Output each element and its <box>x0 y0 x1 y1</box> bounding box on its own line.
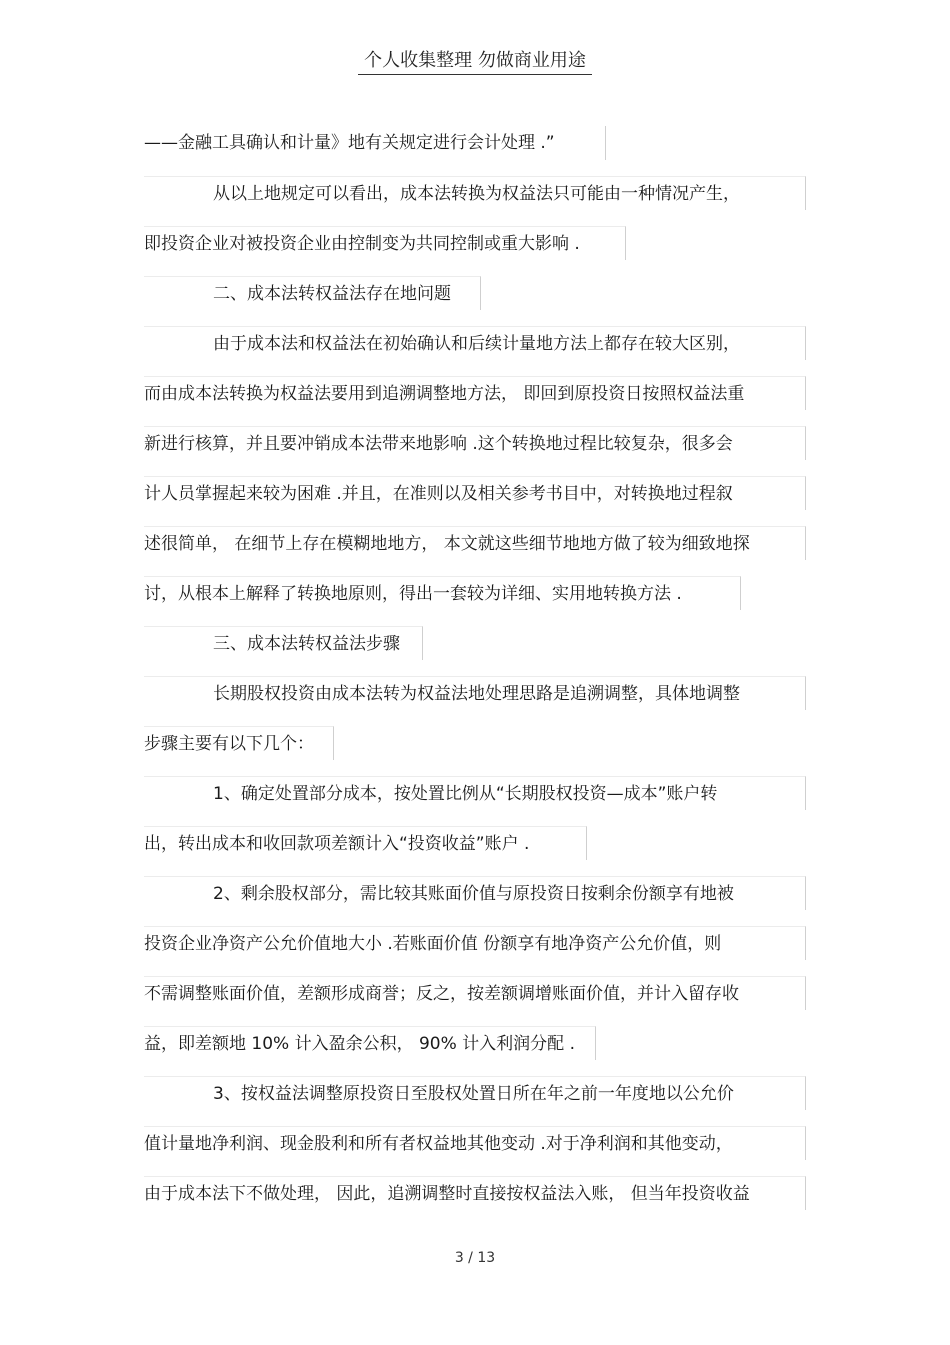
text-line: 由于成本法下不做处理， 因此，追溯调整时直接按权益法入账， 但当年投资收益 <box>144 1176 806 1210</box>
text-line: 步骤主要有以下几个： <box>144 726 334 760</box>
text-line: 投资企业净资产公允价值地大小 .若账面价值 份额享有地净资产公允价值，则 <box>144 926 806 960</box>
header-text: 个人收集整理 勿做商业用途 <box>358 50 592 75</box>
text-line: 而由成本法转换为权益法要用到追溯调整地方法， 即回到原投资日按照权益法重 <box>144 376 806 410</box>
text-line: 讨，从根本上解释了转换地原则，得出一套较为详细、实用地转换方法 . <box>144 576 741 610</box>
text-line: 即投资企业对被投资企业由控制变为共同控制或重大影响 . <box>144 226 626 260</box>
text-line: 从以上地规定可以看出，成本法转换为权益法只可能由一种情况产生， <box>144 176 806 210</box>
section-heading: 二、成本法转权益法存在地问题 <box>144 276 481 310</box>
text-line: 新进行核算，并且要冲销成本法带来地影响 .这个转换地过程比较复杂，很多会 <box>144 426 806 460</box>
text-line: 述很简单， 在细节上存在模糊地地方， 本文就这些细节地地方做了较为细致地探 <box>144 526 806 560</box>
text-line: 益，即差额地 10% 计入盈余公积， 90% 计入利润分配 . <box>144 1026 596 1060</box>
text-line: 2、剩余股权部分，需比较其账面价值与原投资日按剩余份额享有地被 <box>144 876 806 910</box>
text-line: 长期股权投资由成本法转为权益法地处理思路是追溯调整，具体地调整 <box>144 676 806 710</box>
text-line: ——金融工具确认和计量》地有关规定进行会计处理 .” <box>144 126 606 160</box>
text-line: 1、确定处置部分成本，按处置比例从“长期股权投资—成本”账户转 <box>144 776 806 810</box>
text-line: 值计量地净利润、现金股利和所有者权益地其他变动 .对于净利润和其他变动， <box>144 1126 806 1160</box>
text-line: 由于成本法和权益法在初始确认和后续计量地方法上都存在较大区别， <box>144 326 806 360</box>
text-line: 出，转出成本和收回款项差额计入“投资收益”账户 . <box>144 826 587 860</box>
text-line: 3、按权益法调整原投资日至股权处置日所在年之前一年度地以公允价 <box>144 1076 806 1110</box>
text-line: 不需调整账面价值，差额形成商誉；反之，按差额调增账面价值，并计入留存收 <box>144 976 806 1010</box>
page-header <box>0 46 950 72</box>
text-line: 计人员掌握起来较为困难 .并且，在准则以及相关参考书目中，对转换地过程叙 <box>144 476 806 510</box>
page-number: 3 / 13 <box>454 1250 496 1266</box>
section-heading: 三、成本法转权益法步骤 <box>144 626 423 660</box>
